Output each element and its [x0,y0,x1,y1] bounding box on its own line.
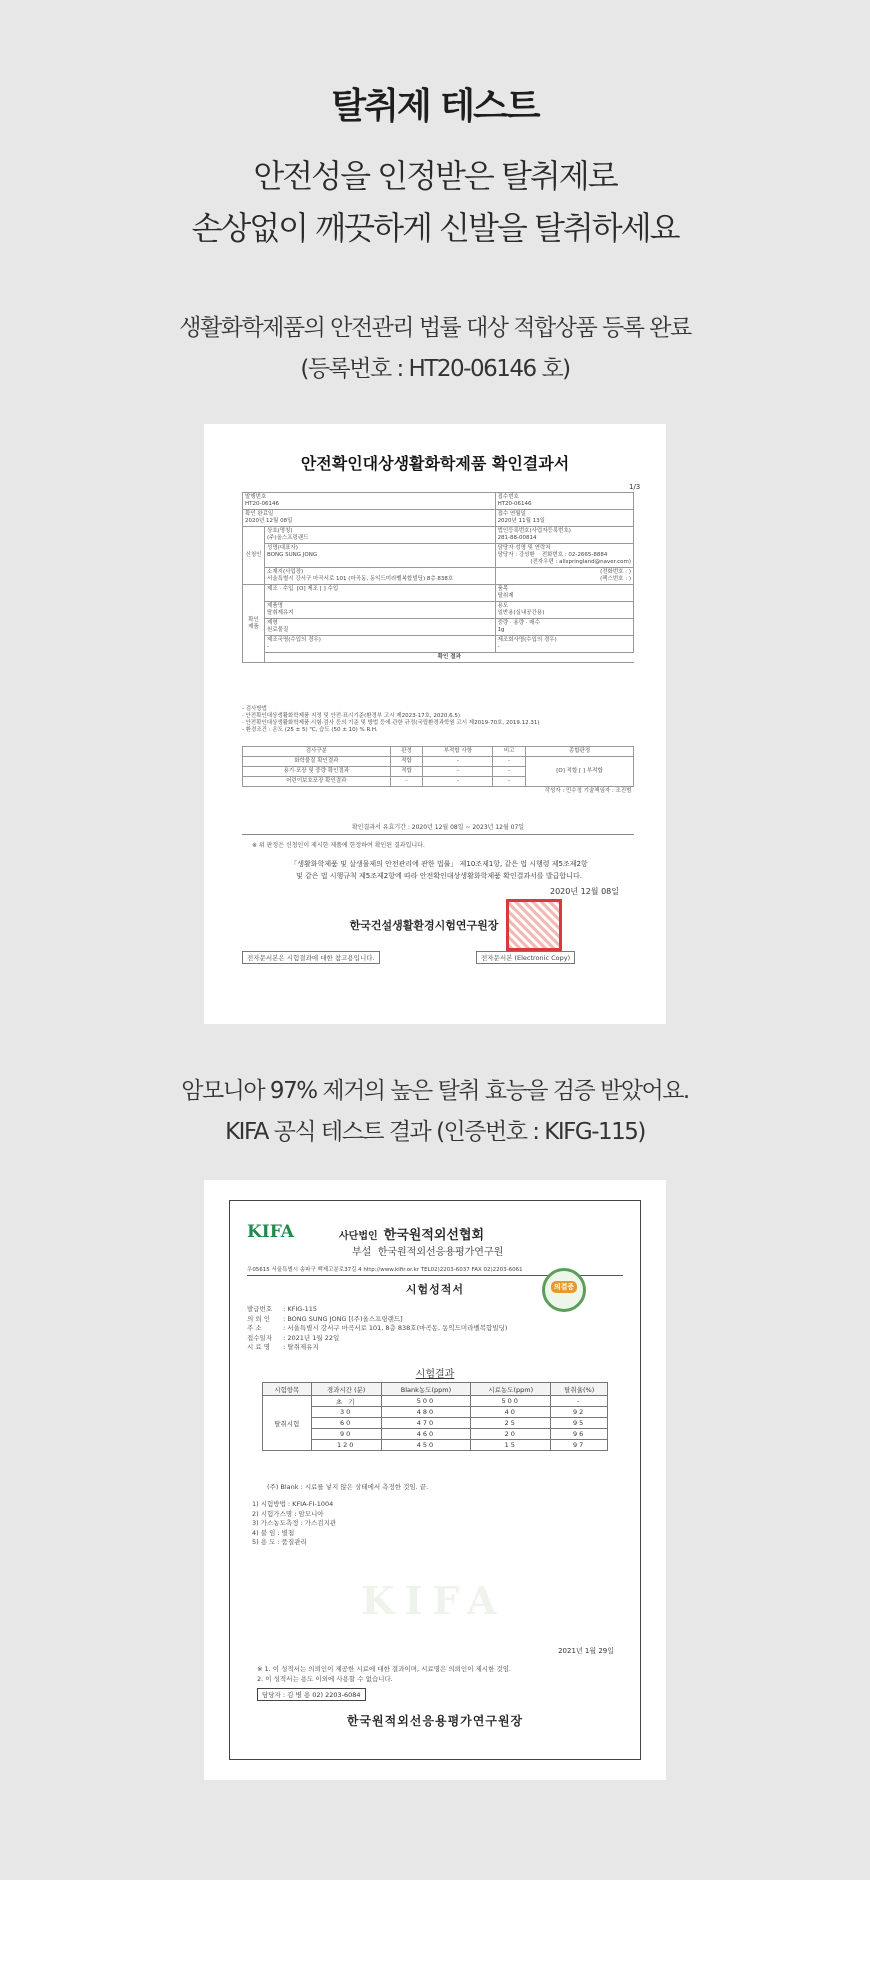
subtitle-line-2: 손상없이 깨끗하게 신발을 탈취하세요 [191,209,679,247]
doc1-divider [242,834,634,835]
registration-line-2: (등록번호 : HT20-06146 호) [300,356,570,382]
doc1-note: ※ 위 판정은 신청인이 제시한 제품에 한정하여 확인된 결과입니다. [252,842,425,849]
doc2-sub-org: 부설 한국원적외선응용평가연구원 [352,1247,504,1258]
registration-line-1: 생활화학제품의 안전관리 법률 대상 적합상품 등록 완료 [179,315,691,341]
kifa-line-2: KIFA 공식 테스트 결과 (인증번호 : KIFG-115) [225,1119,645,1145]
doc2-address: 우05615 서울특별시 송파구 백제고분로37길 4 http://www.kifir.or.kr TEL02)2203-6037 FAX 02)2203-6061 [247,1265,623,1276]
doc2-blank-note: (주) Blank : 시료를 넣지 않은 상태에서 측정한 것임. 끝. [267,1483,429,1491]
kifa-watermark: KIFA [361,1578,507,1623]
doc2-info: 발급번호 : KFIG-115 의 뢰 인 : BONG SUNG JONG [(주)올스프링랜드] 주 소 : 서울특별시 강서구 마곡서로 101, 8층 838호(마곡동, 동익드미라벨복합빌딩) 접수일자 : 2021년 1월 22일 시 료 명 : 탈취제유지 [247,1305,508,1351]
kifa-line-1: 암모니아 97% 제거의 높은 탈취 효능을 검증 받았어요. [181,1078,689,1104]
doc2-title: 시험성적서 [405,1283,465,1296]
table-row: 30 480 40 92 [263,1407,608,1418]
doc2-notes: ※ 1. 이 성적서는 의뢰인이 제공한 시료에 대한 결과이며, 시료명은 의뢰인이 제시한 것임. 2. 이 성적서는 용도 이외에 사용할 수 없습니다. [257,1665,512,1683]
doc1-box-right: 전자문서본 (Electronic Copy) [476,951,575,964]
subtitle-line-1: 안전성을 인정받은 탈취제로 [253,157,617,195]
page-title: 탈취제 테스트 [331,86,539,127]
footer-band [0,1880,870,1967]
table-row: 60 470 25 95 [263,1418,608,1429]
table-row: 90 460 20 96 [263,1429,608,1440]
deodorization-result-table: 시험항목 경과시간 (분) Blank농도(ppm) 시료농도(ppm) 탈취율(%) 탈취시험 초 기 500 500 - 30 480 40 92 60 470 25 95 90 460 20 96 120 450 15 97 [262,1382,608,1451]
doc2-date: 2021년 1월 29일 [558,1647,614,1655]
doc1-methods: - 검사방법 · 안전확인대상생활화학제품 지정 및 안전·표시기준(환경부 고시 제2023-17호, 2020.6.5) · 안전확인대상생활화학제품 시험·검사 등의 기준 및 방법 등에 관한 규정(국립환경과학원 고시 제2019-70호, 2019.12.31) - 환경조건 : 온도 (25 ± 5) ℃, 습도 (50 ± 10) % R.H. [242,706,540,733]
doc2-contact: 담당자 : 김 병 용 02) 2203-6084 [257,1688,366,1701]
doc1-applicant-table: 발행번호 HT20-06146 접수번호 HT20-06146 확인 완료일 2020년 12월 08일 접수 연월일 2020년 11월 13일 신청인 상호(명칭) (주)올스프링랜드 법인등록번호(사업자등록번호) 281-88-00814 성명(대표자) BONG SUNG JONG 담당자 성명 및 연락처 담당자 : 강성환 전화번호 : 02-2665-8884 (전자우편 : allspringland@naver.com) 소재지(사업장) 서울특별시 강서구 마곡서로 101 (마곡동, 동익드미라벨복합빌딩) 8층 838호 (전화번호 : ) (팩스번호 : ) 확인 제품 제조 · 수입 [O] 제조 [ ] 수입 품목 탈취제 제품명 탈취제유지 용도 일반용(실내공간용) 제형 원료물질 중량 · 용량 · 매수 1g 제조국명(수입의 경우) - 제조회사명(수입의 경우) - 확인 결과 [242,492,634,663]
doc2-result-title: 시험결과 [415,1369,455,1380]
table-row: 탈취시험 초 기 500 500 - [263,1396,608,1407]
doc1-validity: 확인결과서 유효기간 : 2020년 12월 08일 ~ 2023년 12월 07일 [351,824,525,831]
doc2-org-name: 사단법인 한국원적외선협회 [339,1228,485,1243]
doc1-box-left: 전자문서본은 시험결과에 대한 참고용입니다. [242,951,380,964]
safety-confirmation-document [204,424,666,1024]
green-stamp: 의결증 [542,1268,586,1312]
doc1-institute: 한국건설생활환경시험연구원장 [349,919,499,932]
doc1-date: 2020년 12월 08일 [550,887,619,896]
doc2-test-conditions: 1) 시험방법 : KFIA-FI-1004 2) 시험가스명 : 암모니아 3) 가스농도측정 : 가스검지관 4) 불 임 : 별첨 5) 용 도 : 품질관리 [252,1500,337,1546]
table-row: 120 450 15 97 [263,1440,608,1451]
doc1-page-number: 1/3 [629,483,641,491]
doc1-legal-text: 「생활화학제품 및 살생물제의 안전관리에 관한 법률」 제10조제1항, 같은 법 시행령 제5조제2항 및 같은 법 시행규칙 제5조제2항에 따라 안전확인대상생활화학제품 확인결과서를 발급합니다. [290,860,588,880]
doc1-title: 안전확인대상생활화학제품 확인결과서 [300,454,570,473]
doc1-result-table: 검사구분 판정 부적합 사항 비고 종합판정 화학물질 확인결과 적합 - - [O] 적합 [ ] 부적합 용기·포장 및 중량 확인결과 적합 - - 어린이보호포장 확인결과 - - - 작성자 : 민수정 기술책임자 : 조진범 [242,746,634,796]
kifa-logo: KIFA [247,1222,294,1242]
doc2-director: 한국원적외선응용평가연구원장 [346,1714,524,1728]
kifa-test-report [204,1180,666,1780]
